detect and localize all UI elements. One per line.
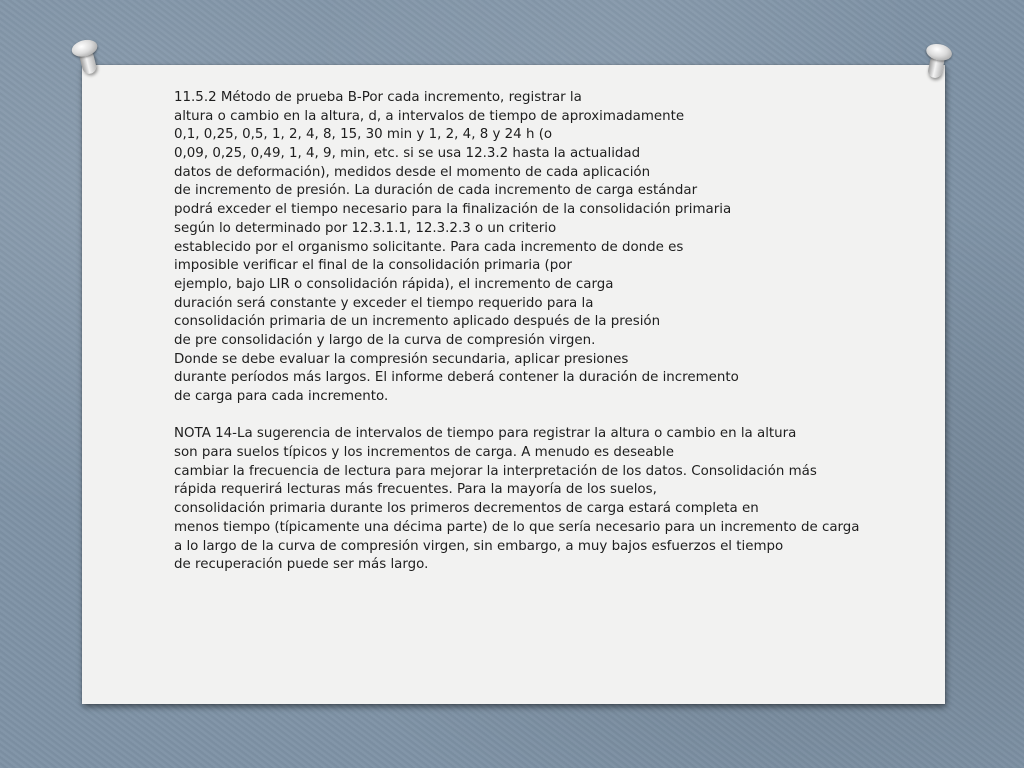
text-line: NOTA 14-La sugerencia de intervalos de tiempo para registrar la altura o cambio en la altura xyxy=(174,426,797,442)
text-line: cambiar la frecuencia de lectura para mejorar la interpretación de los datos. Consolidación más xyxy=(174,463,817,479)
paragraph-nota-14 xyxy=(174,425,874,575)
text-line: 0,09, 0,25, 0,49, 1, 4, 9, min, etc. si se usa 12.3.2 hasta la actualidad xyxy=(174,146,641,162)
slide-text-body xyxy=(174,89,874,575)
text-line: según lo determinado por 12.3.1.1, 12.3.2.3 o un criterio xyxy=(174,220,557,236)
text-line: Donde se debe evaluar la compresión secundaria, aplicar presiones xyxy=(174,351,629,367)
text-line: a lo largo de la curva de compresión virgen, sin embargo, a muy bajos esfuerzos el tiempo xyxy=(174,538,784,554)
text-line: son para suelos típicos y los incrementos de carga. A menudo es deseable xyxy=(174,445,674,461)
text-line: de carga para cada incremento. xyxy=(174,389,389,404)
text-line: altura o cambio en la altura, d, a intervalos de tiempo de aproximadamente xyxy=(174,108,685,124)
text-line: de incremento de presión. La duración de cada incremento de carga estándar xyxy=(174,183,698,199)
text-line: menos tiempo (típicamente una décima parte) de lo que sería necesario para un incremento de carga xyxy=(174,519,860,535)
pushpin-right-head xyxy=(925,42,954,63)
pushpin-left-head xyxy=(70,37,99,59)
text-line: consolidación primaria de un incremento aplicado después de la presión xyxy=(174,314,661,330)
text-line: datos de deformación), medidos desde el momento de cada aplicación xyxy=(174,164,651,180)
paragraph-method-b xyxy=(174,89,874,407)
text-line: ejemplo, bajo LIR o consolidación rápida), el incremento de carga xyxy=(174,276,614,292)
text-line: 11.5.2 Método de prueba B-Por cada incremento, registrar la xyxy=(174,90,582,105)
text-line: rápida requerirá lecturas más frecuentes. Para la mayoría de los suelos, xyxy=(174,482,657,498)
text-line: establecido por el organismo solicitante. Para cada incremento de donde es xyxy=(174,239,684,255)
text-line: podrá exceder el tiempo necesario para la finalización de la consolidación primaria xyxy=(174,202,732,218)
text-line: durante períodos más largos. El informe deberá contener la duración de incremento xyxy=(174,370,739,386)
paragraph-spacer xyxy=(174,407,874,426)
text-line: consolidación primaria durante los primeros decrementos de carga estará completa en xyxy=(174,501,759,517)
text-line: de recuperación puede ser más largo. xyxy=(174,557,429,573)
text-line: duración será constante y exceder el tiempo requerido para la xyxy=(174,295,594,311)
pushpin-right-icon xyxy=(919,41,956,82)
pushpin-left-icon xyxy=(68,37,106,79)
text-line: 0,1, 0,25, 0,5, 1, 2, 4, 8, 15, 30 min y 1, 2, 4, 8 y 24 h (o xyxy=(174,127,553,143)
text-line: de pre consolidación y largo de la curva de compresión virgen. xyxy=(174,332,596,348)
text-line: imposible verificar el final de la consolidación primaria (por xyxy=(174,258,572,274)
